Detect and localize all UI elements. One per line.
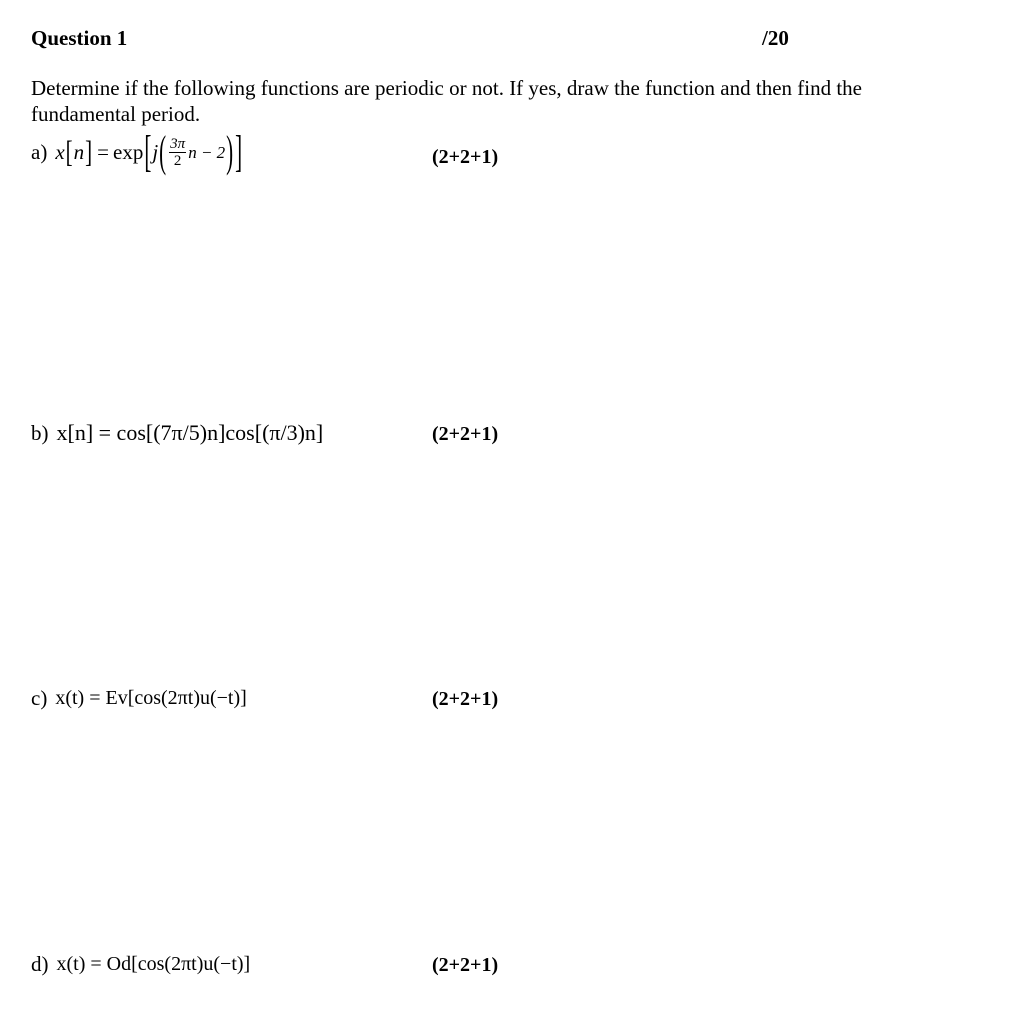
part-a-lhs-arg: n [73, 140, 85, 164]
part-d [31, 952, 250, 977]
part-a-frac-den: 2 [173, 153, 182, 169]
part-b-label: b) [31, 420, 49, 445]
total-marks: /20 [762, 26, 789, 50]
part-a-fn: exp [113, 140, 144, 164]
part-c [31, 686, 247, 711]
part-a-equals: = [97, 140, 109, 164]
part-c-label: c) [31, 686, 48, 710]
part-a [31, 126, 243, 177]
part-a-lhs-var: x [55, 140, 65, 164]
part-a-marks: (2+2+1) [432, 146, 499, 168]
part-a-j: j [152, 140, 159, 164]
part-a-fraction [169, 136, 186, 169]
question-title: Question 1 [31, 26, 128, 50]
part-b-marks: (2+2+1) [432, 423, 499, 445]
part-d-formula: x(t) = Od[cos(2πt)u(−t)] [56, 953, 251, 975]
part-a-frac-num: 3π [170, 136, 186, 152]
part-a-label: a) [31, 140, 48, 164]
part-a-tail: n − 2 [188, 142, 226, 162]
part-d-marks: (2+2+1) [432, 954, 499, 976]
part-c-formula: x(t) = Ev[cos(2πt)u(−t)] [55, 687, 247, 709]
part-d-label: d) [31, 952, 49, 976]
part-b-formula: x[n] = cos[(7π/5)n]cos[(π/3)n] [56, 420, 324, 445]
part-b [31, 420, 323, 446]
part-c-marks: (2+2+1) [432, 688, 499, 710]
instructions-text: Determine if the following functions are periodic or not. If yes, draw the function and then find the fundamental period. [31, 76, 862, 126]
part-a-formula: x [ n ] = exp [ j ( $\frac{3\pi}{2}$ n − 2 ) ] [55, 126, 243, 177]
